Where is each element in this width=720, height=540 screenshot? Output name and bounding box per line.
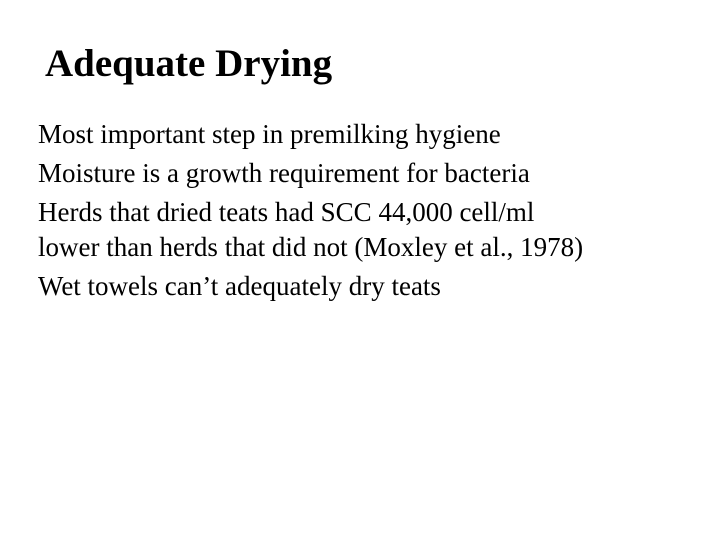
bullet-text: Wet towels can’t adequately dry teats xyxy=(38,271,441,301)
bullet-text: Most important step in premilking hygiene xyxy=(38,119,501,149)
bullet-text-line-1: Herds that dried teats had SCC 44,000 cell/ml xyxy=(38,197,535,227)
bullet-item xyxy=(38,195,708,265)
bullet-item xyxy=(38,117,708,152)
bullet-text-line-2: lower than herds that did not (Moxley et al., 1978) xyxy=(38,232,584,262)
slide-title: Adequate Drying xyxy=(45,42,333,85)
bullet-list xyxy=(38,117,708,308)
bullet-item xyxy=(38,156,708,191)
bullet-text: Moisture is a growth requirement for bacteria xyxy=(38,158,530,188)
bullet-item xyxy=(38,269,708,304)
